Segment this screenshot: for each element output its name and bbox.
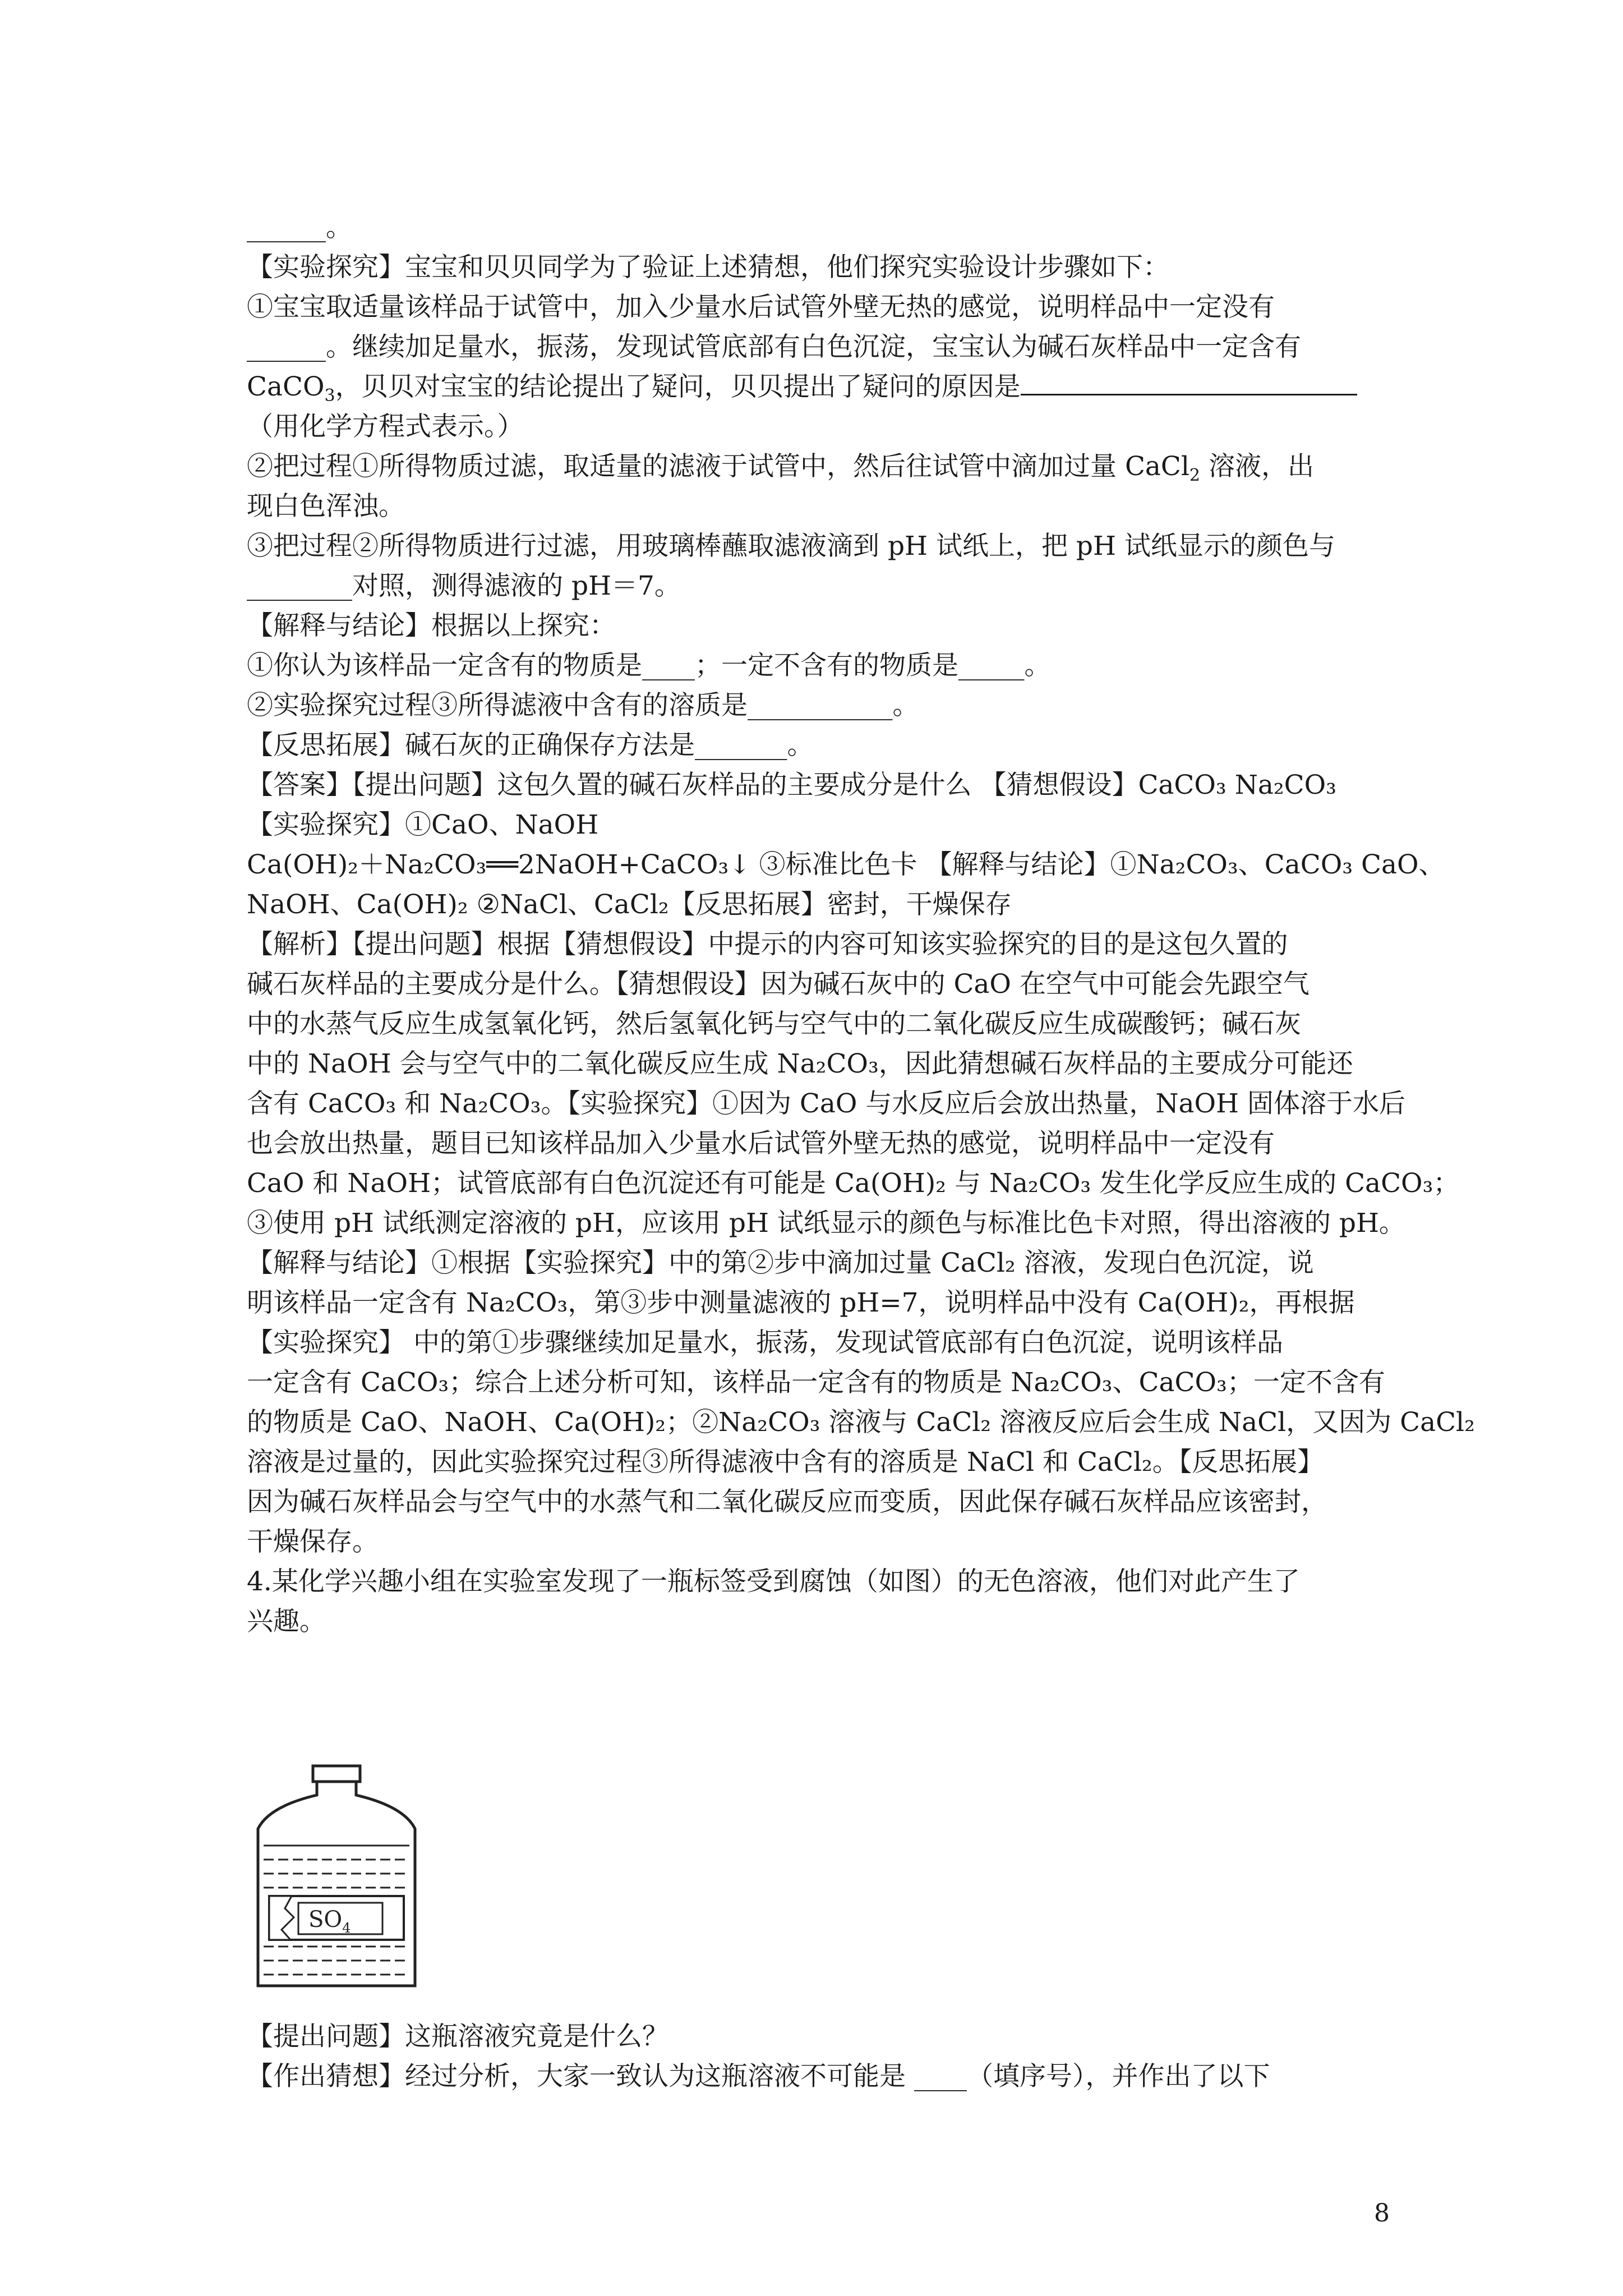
page-number: 8 [1374, 2199, 1390, 2228]
text-line: 碱石灰样品的主要成分是什么。【猜想假设】因为碱石灰中的 CaO 在空气中可能会先跟空气 [247, 969, 1310, 1000]
bottle-cap [313, 1766, 360, 1782]
text-line: ①你认为该样品一定含有的物质是____；一定不含有的物质是_____。 [247, 650, 1051, 681]
label-formula-subscript: 4 [342, 1920, 351, 1936]
subscript: 3 [324, 386, 335, 406]
text-line: ________对照，测得滤液的 pH＝7。 [247, 570, 681, 601]
reagent-bottle-figure [247, 1761, 426, 1997]
text-line: Ca(OH)₂＋Na₂CO₃══2NaOH+CaCO₃↓ ③标准比色卡 【解释与结论】①Na₂CO₃、CaCO₃ CaO、 [247, 849, 1445, 880]
text-line: 一定含有 CaCO₃；综合上述分析可知，该样品一定含有的物质是 Na₂CO₃、CaCO₃；一定不含有 [247, 1367, 1385, 1398]
text-fragment: CaCO [247, 371, 325, 402]
text-line: ③使用 pH 试纸测定溶液的 pH，应该用 pH 试纸显示的颜色与标准比色卡对照，得出溶液的 pH。 [247, 1208, 1405, 1239]
text-line: ______。继续加足量水，振荡，发现试管底部有白色沉淀，宝宝认为碱石灰样品中一定含有 [247, 332, 1301, 362]
text-line: 中的水蒸气反应生成氢氧化钙，然后氢氧化钙与空气中的二氧化碳反应生成碳酸钙；碱石灰 [247, 1009, 1301, 1039]
text-line [247, 447, 1408, 486]
text-fragment: ②把过程①所得物质过滤，取适量的滤液于试管中，然后往试管中滴加过量 CaCl [247, 451, 1189, 482]
text-line: CaO 和 NaOH；试管底部有白色沉淀还有可能是 Ca(OH)₂ 与 Na₂CO₃ 发生化学反应生成的 CaCO₃； [247, 1168, 1460, 1199]
text-line: 【实验探究】宝宝和贝贝同学为了验证上述猜想，他们探究实验设计步骤如下： [247, 252, 1169, 283]
text-line: 【实验探究】 中的第①步骤继续加足量水，振荡，发现试管底部有白色沉淀，说明该样品 [247, 1327, 1283, 1358]
text-line: 现白色浑浊。 [247, 491, 405, 522]
bottle-outline [258, 1782, 415, 1986]
text-line: NaOH、Ca(OH)₂ ②NaCl、CaCl₂【反思拓展】密封，干燥保存 [247, 889, 1012, 920]
text-line: ______。 [247, 212, 352, 243]
text-line: 因为碱石灰样品会与空气中的水蒸气和二氧化碳反应而变质，因此保存碱石灰样品应该密封， [247, 1487, 1327, 1517]
text-line: 中的 NaOH 会与空气中的二氧化碳反应生成 Na₂CO₃，因此猜想碱石灰样品的主要成分可能还 [247, 1048, 1353, 1079]
label-formula-main: SO [308, 1907, 343, 1932]
text-line: 【提出问题】这瓶溶液究竟是什么？ [247, 2021, 668, 2052]
text-line: 4.某化学兴趣小组在实验室发现了一瓶标签受到腐蚀（如图）的无色溶液，他们对此产生了 [247, 1566, 1300, 1597]
text-fragment: ，贝贝对宝宝的结论提出了疑问，贝贝提出了疑问的原因是 [335, 371, 1021, 402]
text-line: 【解析】【提出问题】根据【猜想假设】中提示的内容可知该实验探究的目的是这包久置的 [247, 929, 1288, 960]
text-line: 【答案】【提出问题】这包久置的碱石灰样品的主要成分是什么 【猜想假设】CaCO₃ Na₂CO₃ [247, 770, 1337, 800]
document-body [247, 208, 1475, 1641]
text-line: 【解释与结论】根据以上探究： [247, 610, 616, 641]
text-line: 也会放出热量，题目已知该样品加入少量水后试管外壁无热的感觉，说明样品中一定没有 [247, 1128, 1275, 1159]
text-line: 明该样品一定含有 Na₂CO₃，第③步中测量滤液的 pH=7，说明样品中没有 Ca(OH)₂，再根据 [247, 1287, 1355, 1318]
text-line: 干燥保存。 [247, 1526, 379, 1557]
text-line: ②实验探究过程③所得滤液中含有的溶质是___________。 [247, 690, 919, 721]
text-line: 的物质是 CaO、NaOH、Ca(OH)₂；②Na₂CO₃ 溶液与 CaCl₂ 溶液反应后会生成 NaCl，又因为 CaCl₂ [247, 1407, 1475, 1438]
text-line: 【实验探究】①CaO、NaOH [247, 809, 599, 840]
text-line: 【作出猜想】经过分析，大家一致认为这瓶溶液不可能是 ____（填序号），并作出了以下 [247, 2061, 1270, 2092]
text-line: 兴趣。 [247, 1606, 326, 1637]
subscript: 2 [1189, 466, 1201, 485]
text-line: 【解释与结论】①根据【实验探究】中的第②步中滴加过量 CaCl₂ 溶液，发现白色沉淀，说 [247, 1248, 1314, 1278]
text-line: ①宝宝取适量该样品于试管中，加入少量水后试管外壁无热的感觉，说明样品中一定没有 [247, 292, 1275, 323]
question-continuation [247, 2017, 1408, 2096]
text-line: 溶液是过量的，因此实验探究过程③所得滤液中含有的溶质是 NaCl 和 CaCl₂。【反思拓展】 [247, 1447, 1324, 1478]
text-fragment: 溶液，出 [1200, 451, 1314, 482]
text-line [247, 367, 1408, 407]
text-line: 【反思拓展】碱石灰的正确保存方法是_______。 [247, 730, 814, 761]
text-line: （用化学方程式表示。） [247, 411, 524, 442]
text-line: 含有 CaCO₃ 和 Na₂CO₃。【实验探究】①因为 CaO 与水反应后会放出热量，NaOH 固体溶于水后 [247, 1088, 1405, 1119]
bottle-illustration [247, 1761, 426, 1997]
answer-blank [1021, 371, 1357, 395]
text-line: ③把过程②所得物质进行过滤，用玻璃棒蘸取滤液滴到 pH 试纸上，把 pH 试纸显示的颜色与 [247, 531, 1335, 562]
